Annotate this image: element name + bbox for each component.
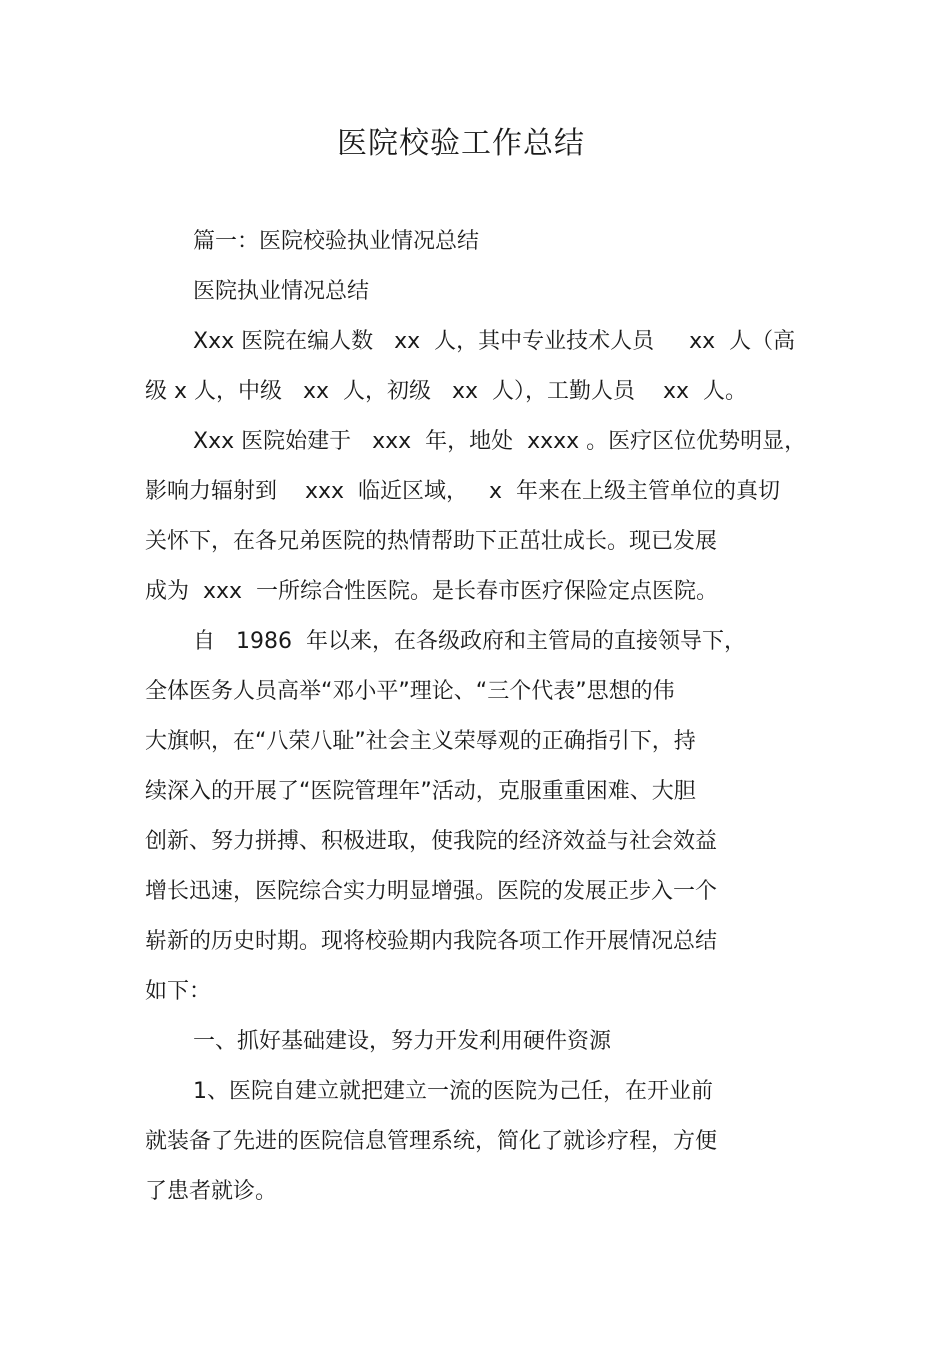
paragraph-line: 崭新的历史时期。现将校验期内我院各项工作开展情况总结: [145, 929, 718, 954]
paragraph-line: 1、医院自建立就把建立一流的医院为己任，在开业前: [193, 1079, 713, 1104]
document-title: 医院校验工作总结: [337, 126, 585, 161]
paragraph-line: 如下：: [145, 979, 212, 1004]
section-heading-2: 一、抓好基础建设，努力开发利用硬件资源: [193, 1029, 612, 1054]
paragraph-line: Xxx 医院始建于 xxx 年，地处 xxxx 。医疗区位优势明显，: [193, 429, 807, 454]
paragraph-line: 成为 xxx 一所综合性医院。是长春市医疗保险定点医院。: [145, 579, 719, 604]
paragraph-line: 大旗帜，在“八荣八耻”社会主义荣辱观的正确指引下，持: [145, 729, 696, 754]
paragraph-line: 影响力辐射到 xxx 临近区域， x 年来在上级主管单位的真切: [145, 479, 781, 504]
paragraph-line: 自 1986 年以来，在各级政府和主管局的直接领导下，: [193, 629, 746, 654]
section-heading-1: 篇一：医院校验执业情况总结: [193, 229, 480, 254]
paragraph-line: 级 x 人，中级 xx 人，初级 xx 人），工勤人员 xx 人。: [145, 379, 748, 404]
paragraph-line: 关怀下，在各兄弟医院的热情帮助下正茁壮成长。现已发展: [145, 529, 718, 554]
paragraph-line: 了患者就诊。: [145, 1179, 278, 1204]
subheading: 医院执业情况总结: [193, 279, 370, 304]
paragraph-line: 就装备了先进的医院信息管理系统，简化了就诊疗程，方便: [145, 1129, 718, 1154]
paragraph-line: 续深入的开展了“医院管理年”活动，克服重重困难、大胆: [145, 779, 696, 804]
paragraph-line: Xxx 医院在编人数 xx 人，其中专业技术人员 xx 人（高: [193, 329, 796, 354]
paragraph-line: 创新、努力拼搏、积极进取，使我院的经济效益与社会效益: [145, 829, 718, 854]
paragraph-line: 全体医务人员高举“邓小平”理论、“三个代表”思想的伟: [145, 679, 675, 704]
paragraph-line: 增长迅速，医院综合实力明显增强。医院的发展正步入一个: [145, 879, 718, 904]
